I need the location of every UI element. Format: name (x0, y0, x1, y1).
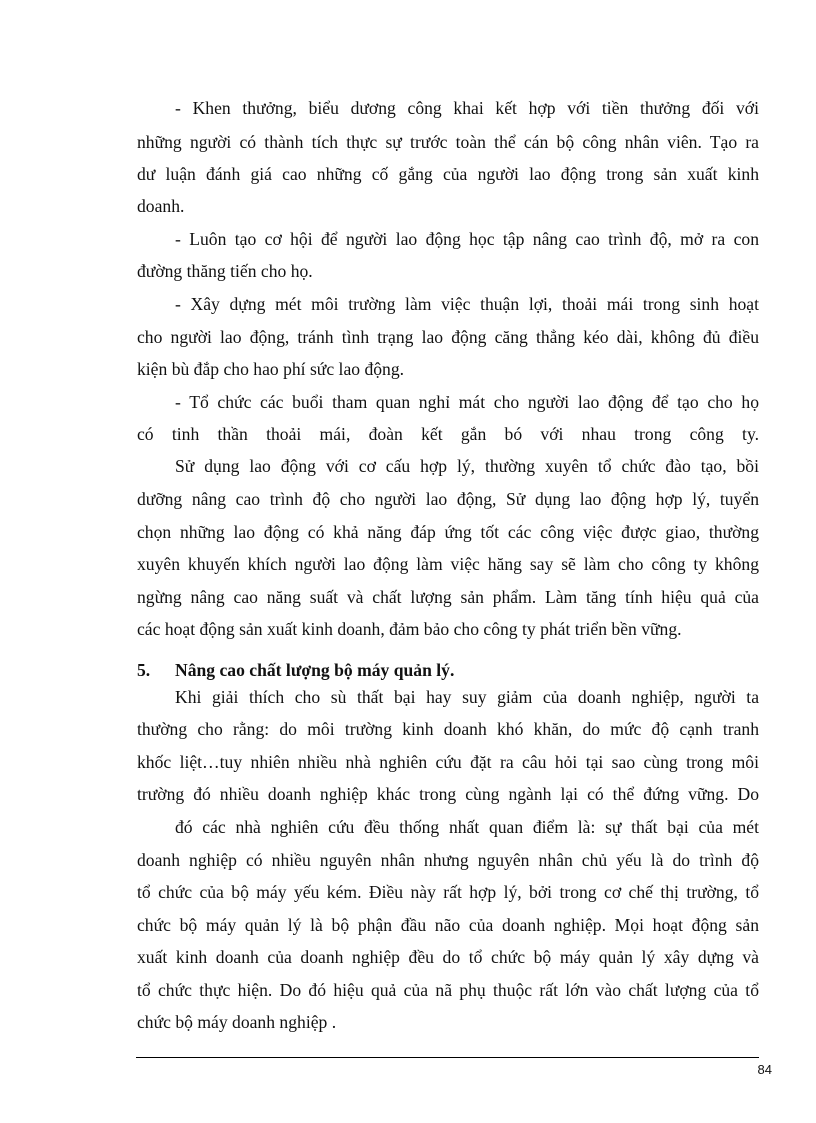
paragraph-line: doanh nghiệp có nhiều nguyên nhân nhưng nguyên nhân chủ yếu là do trình độ (137, 850, 759, 870)
paragraph-line: trường đó nhiều doanh nghiệp khác trong cùng ngành lại có thể đứng vững. Do (137, 784, 759, 804)
paragraph-line: tổ chức của bộ máy yếu kém. Điều này rất hợp lý, bởi trong cơ chế thị trường, tổ (137, 882, 759, 902)
paragraph-line: có tinh thần thoải mái, đoàn kết gắn bó với nhau trong công ty. (137, 424, 759, 444)
paragraph-line: - Xây dựng mét môi trường làm việc thuận lợi, thoải mái trong sinh hoạt (175, 294, 759, 314)
paragraph-line: cho người lao động, tránh tình trạng lao động căng thẳng kéo dài, không đủ điều (137, 327, 759, 347)
paragraph-line: Khi giải thích cho sù thất bại hay suy giảm của doanh nghiệp, người ta (175, 687, 759, 707)
paragraph-line: những người có thành tích thực sự trước toàn thể cán bộ công nhân viên. Tạo ra (137, 132, 759, 152)
paragraph-line: thường cho rằng: do môi trường kinh doanh khó khăn, do mức độ cạnh tranh (137, 719, 759, 739)
paragraph-line: doanh. (137, 196, 185, 216)
paragraph-line: đó các nhà nghiên cứu đều thống nhất quan điểm là: sự thất bại của mét (175, 817, 759, 837)
paragraph-line: xuyên khuyến khích người lao động làm việc hăng say sẽ làm cho công ty không (137, 554, 759, 574)
paragraph-line: chức bộ máy quản lý là bộ phận đầu não của doanh nghiệp. Mọi hoạt động sản (137, 915, 759, 935)
paragraph-line: dưỡng nâng cao trình độ cho người lao động, Sử dụng lao động hợp lý, tuyển (137, 489, 759, 509)
paragraph-line: - Luôn tạo cơ hội để người lao động học tập nâng cao trình độ, mở ra con (175, 229, 759, 249)
paragraph-line: - Tổ chức các buổi tham quan nghỉ mát cho người lao động để tạo cho họ (175, 392, 759, 412)
paragraph-line: kiện bù đắp cho hao phí sức lao động. (137, 359, 405, 379)
paragraph-line: Sử dụng lao động với cơ cấu hợp lý, thường xuyên tổ chức đào tạo, bồi (175, 456, 759, 476)
paragraph-line: các hoạt động sản xuất kinh doanh, đảm bảo cho công ty phát triển bền vững. (137, 619, 682, 639)
paragraph-line: chức bộ máy doanh nghiệp . (137, 1012, 337, 1032)
section-heading: Nâng cao chất lượng bộ máy quản lý. (175, 660, 455, 680)
page-number: 84 (757, 1062, 772, 1077)
section-number: 5. (137, 660, 151, 680)
footer-rule (136, 1057, 759, 1058)
paragraph-line: chọn những lao động có khả năng đáp ứng tốt các công việc được giao, thường (137, 522, 759, 542)
paragraph-line: xuất kinh doanh của doanh nghiệp đều do tổ chức bộ máy quản lý xây dựng và (137, 947, 759, 967)
paragraph-line: đường thăng tiến cho họ. (137, 261, 313, 281)
paragraph-line: tổ chức thực hiện. Do đó hiệu quả của nã phụ thuộc rất lớn vào chất lượng của tổ (137, 980, 759, 1000)
paragraph-line: ngừng nâng cao năng suất và chất lượng sản phẩm. Làm tăng tính hiệu quả của (137, 587, 759, 607)
paragraph-line: dư luận đánh giá cao những cố gắng của người lao động trong sản xuất kinh (137, 164, 759, 184)
paragraph-line: khốc liệt…tuy nhiên nhiều nhà nghiên cứu đặt ra câu hỏi tại sao cùng trong môi (137, 752, 759, 772)
paragraph-line: - Khen thưởng, biểu dương công khai kết hợp với tiền thưởng đối với (175, 98, 759, 118)
